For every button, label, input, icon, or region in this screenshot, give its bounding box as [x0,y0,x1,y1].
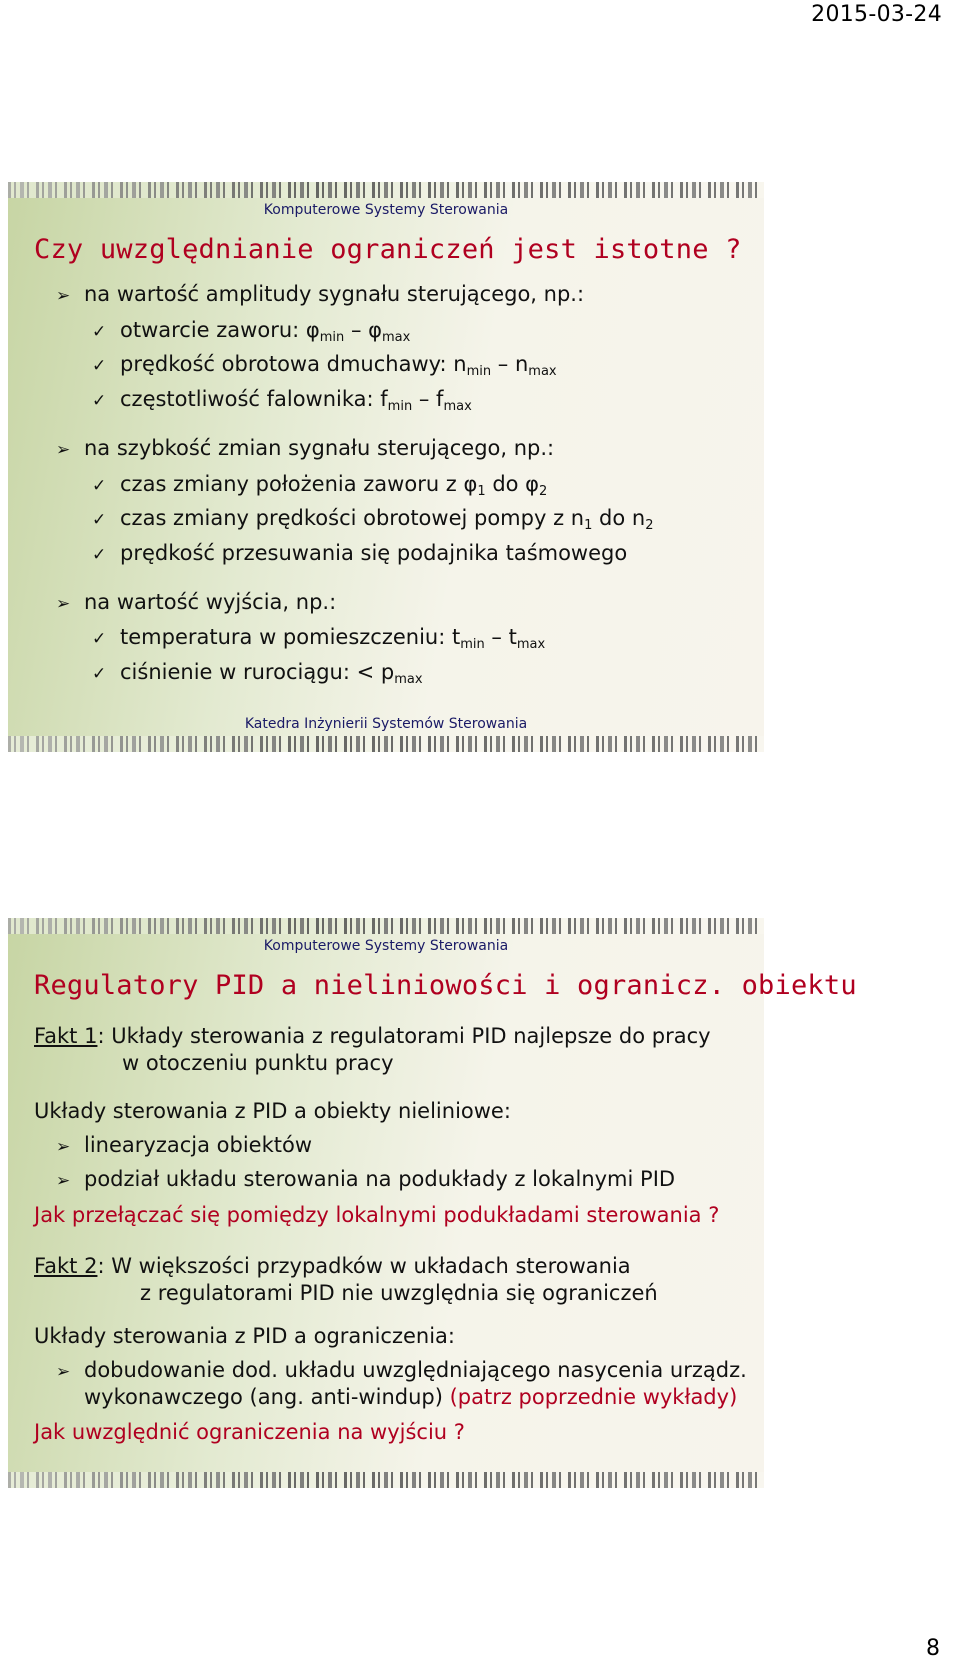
slide-top-bar [8,182,764,198]
bullet-item: ➢ podział układu sterowania na podukłady z lokalnymi PID [56,1167,676,1191]
slide-footer: Katedra Inżynierii Systemów Sterowania [244,716,528,732]
check-item: ✓ prędkość przesuwania się podajnika taśmowego [92,541,628,565]
section-heading: Układy sterowania z PID a obiekty nieliniowe: [34,1099,511,1123]
page-date: 2015-03-24 [811,2,942,27]
slide-1 [8,182,764,752]
slide-bottom-bar [8,736,764,752]
check-item: ✓ częstotliwość falownika: $f_{min} - f_{max}$ [92,387,472,414]
slide-course-name: Komputerowe Systemy Sterowania [263,938,509,954]
slide-bottom-bar [8,1472,764,1488]
check-item: ✓ prędkość obrotowa dmuchawy: $n_{min} - n_{max}$ [92,352,557,379]
bullet-continuation: wykonawczego (ang. anti-windup) (patrz poprzednie wykłady) [84,1385,738,1409]
check-item: ✓ ciśnienie w rurociągu: < $p_{max}$ [92,660,423,687]
arrow-bullet-icon: ➢ [56,1171,71,1191]
checkmark-icon: ✓ [92,629,107,649]
section-heading: Układy sterowania z PID a ograniczenia: [34,1324,455,1348]
bullet-item: ➢ na wartość wyjścia, np.: [56,590,337,614]
check-item: ✓ temperatura w pomieszczeniu: $t_{min} - t_{max}$ [92,625,546,652]
fakt-1-continuation: w otoczeniu punktu pracy [122,1051,394,1075]
arrow-bullet-icon: ➢ [56,440,71,460]
slide-title: Regulatory PID a nieliniowości i ogranicz. obiektu [34,970,857,1001]
bullet-item: ➢ na szybkość zmian sygnału sterującego, np.: [56,436,555,460]
fakt-1: Fakt 1: Układy sterowania z regulatorami PID najlepsze do pracy [34,1024,711,1048]
checkmark-icon: ✓ [92,322,107,342]
checkmark-icon: ✓ [92,356,107,376]
slide-2 [8,918,857,1488]
checkmark-icon: ✓ [92,664,107,684]
arrow-bullet-icon: ➢ [56,286,71,306]
check-item: ✓ czas zmiany prędkości obrotowej pompy z $n_1$ do $n_2$ [92,506,654,533]
checkmark-icon: ✓ [92,476,107,496]
fakt-2: Fakt 2: W większości przypadków w układach sterowania [34,1254,631,1278]
slide-top-bar [8,918,764,934]
fakt-2-continuation: z regulatorami PID nie uwzględnia się ograniczeń [140,1281,658,1305]
question-text: Jak przełączać się pomiędzy lokalnymi podukładami sterowania ? [34,1203,720,1227]
check-item: ✓ czas zmiany położenia zaworu z $\varphi_1$ do $\varphi_2$ [92,472,548,499]
slide-title: Czy uwzględnianie ograniczeń jest istotne ? [34,234,742,265]
slide-course-name: Komputerowe Systemy Sterowania [263,202,509,218]
bullet-item: ➢ linearyzacja obiektów [56,1133,312,1157]
checkmark-icon: ✓ [92,391,107,411]
checkmark-icon: ✓ [92,510,107,530]
check-item: ✓ otwarcie zaworu: $\varphi_{min} - \varphi_{max}$ [92,318,411,345]
question-text: Jak uwzględnić ograniczenia na wyjściu ? [34,1420,465,1444]
arrow-bullet-icon: ➢ [56,1362,71,1382]
bullet-item: ➢ na wartość amplitudy sygnału sterującego, np.: [56,282,585,306]
arrow-bullet-icon: ➢ [56,594,71,614]
arrow-bullet-icon: ➢ [56,1137,71,1157]
bullet-item: ➢ dobudowanie dod. układu uwzględniającego nasycenia urządz. [56,1358,747,1382]
checkmark-icon: ✓ [92,545,107,565]
page-number: 8 [926,1636,940,1661]
